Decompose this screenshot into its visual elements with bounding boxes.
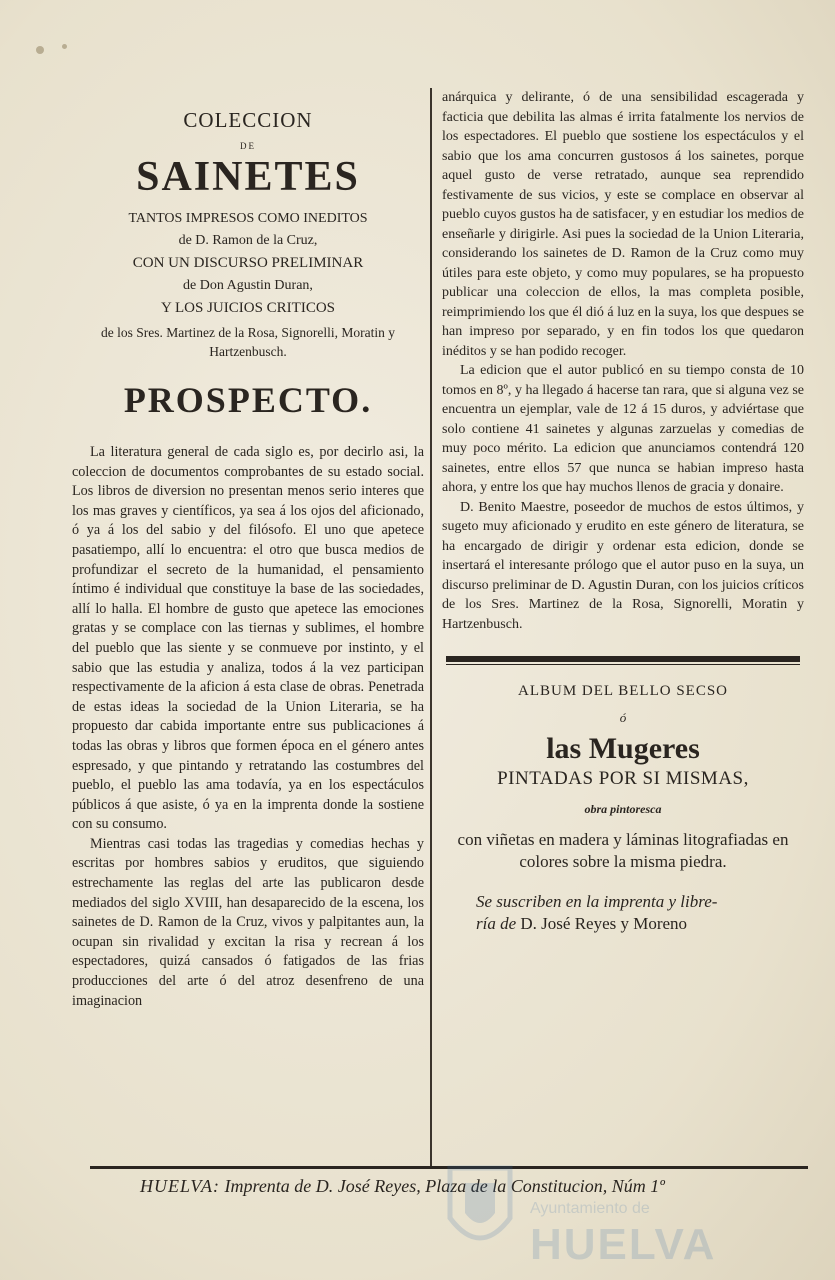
- album-title: ALBUM DEL BELLO SECSO: [517, 683, 729, 699]
- album-vinetas: con viñetas en madera y láminas litografiadas en colores sobre la misma piedra.: [457, 830, 789, 871]
- right-paragraph: D. Benito Maestre, poseedor de muchos de estos últimos, y sugeto muy aficionado y erudito en este género de literatura, se ha encargado de dirigir y ordenar esta edicion, donde se insertará el interesante prólogo que el autor puso en la suya, un discurso preliminar de D. Agustin Duran, con los juicios críticos de los Sres. Martinez de la Rosa, Signorelli, Moratin y Hartzenbusch.: [442, 499, 804, 632]
- subtitle-tantos: TANTOS IMPRESOS COMO INEDITOS: [128, 211, 368, 226]
- section-divider-thin: [446, 664, 800, 665]
- coat-of-arms-icon: [440, 1158, 520, 1268]
- subtitle-author: de D. Ramon de la Cruz,: [178, 233, 318, 248]
- section-divider-thick: [446, 656, 800, 662]
- left-column: [72, 100, 424, 1011]
- left-paragraph: Mientras casi todas las tragedias y comedias hechas y escritas por hombres sabios y eruditos, que siguiendo estrechamente las reglas del arte las publicaron desde mediados del siglo XVIII, han desaparecido de la escena, los sainetes de D. Ramon de la Cruz, vivos y palpitantes aun, la ocupan sin rivalidad y excitan la risa y recrean á los espectadores, quizá cansados ó fatigados de las frias producciones del arte ó del atroz desenfreno de una imaginacion: [72, 835, 424, 1009]
- suscriben-line-3: D. José Reyes y Moreno: [520, 914, 688, 933]
- suscriben-line-2: ría de: [476, 914, 517, 933]
- right-paragraph: anárquica y delirante, ó de una sensibilidad escagerada y facticia que debilita las almas é irrita fatalmente los nervios de los espectadores. El pueblo que sostiene los espectáculos y el sabio que los ama concurren gustosos á los sainetes, porque aquel gusto de verse retratado, aunque sea reprendido festivamente de sus vicios, y este se complace en observar al pueblo cuyos gustos ha de satisfacer, y en estudiar los medios de enseñarle y dirigirle. Asi pues la sociedad de la Union Literaria, considerando los sainetes de D. Ramon de la Cruz como muy útiles para este objeto, y como muy populares, se ha propuesto publicar una coleccion de ellos, la mas completa posible, reimprimiendo los que él dió á luz en la suya, los que despues se han impreso por separado, y en fin todos los que quedaron inéditos y se han podido recoger.: [442, 90, 804, 359]
- right-paragraph: La edicion que el autor publicó en su tiempo consta de 10 tomos en 8º, y ha llegado á hacerse tan rara, que si alguna vez se encuentra un ejemplar, vale de 12 á 15 duros, y adviértase que solo contiene 41 sainetes y algunas zarzuelas y comedias de muy poco mérito. La edicion que anunciamos contendrá 120 sainetes, entre ellos 57 que nunca se habian impreso hasta ahora, y entre los que hay muchos llenos de gracia y donaire.: [442, 363, 804, 495]
- subtitle-duran: de Don Agustin Duran,: [183, 278, 313, 293]
- album-pintadas: PINTADAS POR SI MISMAS,: [497, 768, 749, 789]
- album-or: ó: [619, 710, 627, 725]
- imprint-rest: Imprenta de D. José Reyes, Plaza de la Constitucion, Núm 1º: [224, 1176, 665, 1196]
- left-paragraph: La literatura general de cada siglo es, por decirlo asi, la coleccion de documentos comprobantes de su estado social. Los libros de diversion no presentan menos serio interes que los mas graves y científicos, ya sea á los ojos del aficionado, ó ya á los del sabio y del filósofo. El uno que apetece pasatiempo, allí lo encuentra: el otro que busca medios de profundizar el secreto de la humanidad, el pensamiento íntimo é individual que constituye la base de las sociedades, allí lo halla. El hombre de gusto que apetece las emociones gratas y se complace con las tiernas y sublimes, el hombre del pueblo que las siente y se conmueve por instinto, y el sabio que las estudia y analiza, todos á la vez participan respectivamente de la aficion á esta clase de obras. Penetrada de estas ideas la sociedad de la Union Literaria, se ha propuesto dar cabida importante entre sus publicaciones á todas las obras y libros que formen época en el género antes espresado, y que pintando y retratando las costumbres del pueblo, el pueblo las ama todavía, ya en los espectáculos públicos á que asiste, ó ya en la imprenta donde la sostiene con su consumo.: [72, 444, 424, 833]
- subtitle-juicios: Y LOS JUICIOS CRITICOS: [160, 300, 336, 316]
- album-obra: obra pintoresca: [584, 802, 662, 816]
- watermark-name: HUELVA: [530, 1220, 717, 1269]
- paper-spot: [36, 46, 44, 54]
- prospecto-heading: PROSPECTO.: [123, 380, 373, 420]
- imprint-line: [140, 1176, 665, 1197]
- archive-watermark: [430, 1138, 830, 1273]
- subtitle-sres: de los Sres. Martinez de la Rosa, Signorelli, Moratin y Hartzenbusch.: [101, 325, 395, 359]
- title-de: DE: [240, 141, 256, 151]
- column-divider: [430, 88, 432, 1168]
- right-column: [442, 88, 804, 935]
- bottom-rule: [90, 1166, 808, 1169]
- title-coleccion: COLECCION: [183, 108, 313, 132]
- album-mugeres: las Mugeres: [546, 732, 700, 765]
- suscriben-line-1: Se suscriben en la imprenta y libre-: [476, 892, 718, 911]
- title-sainetes: SAINETES: [136, 154, 360, 200]
- subtitle-discurso: CON UN DISCURSO PRELIMINAR: [132, 255, 364, 271]
- watermark-subtitle: Ayuntamiento de: [530, 1200, 650, 1217]
- album-suscriben: [442, 891, 804, 935]
- paper-spot: [62, 44, 67, 49]
- imprint-place: HUELVA:: [140, 1176, 220, 1196]
